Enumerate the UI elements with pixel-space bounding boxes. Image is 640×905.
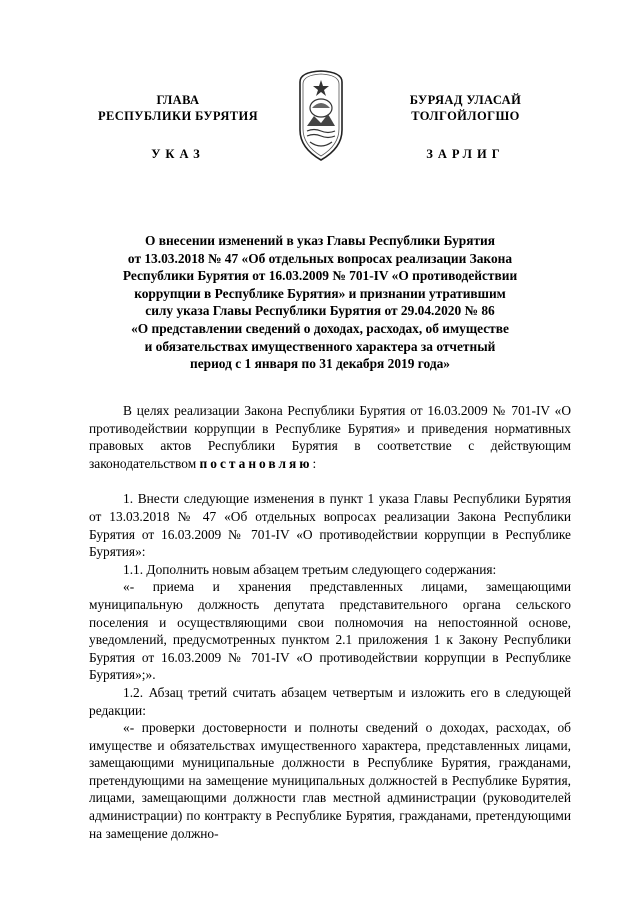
title-line: период с 1 января по 31 декабря 2019 года» (189, 356, 451, 372)
document-type-buryat: ЗАРЛИГ (426, 147, 505, 161)
issuer-title-buryat-line1: БУРЯАД УЛАСАЙ (409, 93, 522, 107)
preamble-text: В целях реализации Закона Республики Бурятия от 16.03.2009 № 701-IV «О противодействии коррупции в Республике Бурятия» и приведения нормативных правовых актов Республики Бурятия в соответствие с действующим законодательством (89, 403, 571, 471)
issuer-title-line1: ГЛАВА (156, 93, 200, 107)
issuer-title-line2: РЕСПУБЛИКИ БУРЯТИЯ (97, 109, 259, 123)
issuer-block-buryat (368, 92, 563, 162)
title-line: коррупции в Республике Бурятия» и признании утратившим (134, 285, 506, 301)
decree-body (89, 402, 571, 842)
title-line: «О представлении сведений о доходах, расходах, об имуществе (131, 320, 509, 336)
title-line: силу указа Главы Республики Бурятия от 29.04.2020 № 86 (145, 303, 495, 319)
decree-word: постановляю (199, 455, 313, 471)
document-type-russian: УКАЗ (151, 147, 205, 161)
coat-of-arms-icon (292, 68, 350, 168)
clause-1: 1. Внести следующие изменения в пункт 1 указа Главы Республики Бурятия от 13.03.2018 № 47 «Об отдельных вопросах реализации Закона Республики Бурятия от 16.03.2009 № 701-IV «О противодействии коррупции в Республике Бурятия»: (89, 491, 571, 560)
issuer-title-buryat-line2: ТОЛГОЙЛОГШО (411, 109, 520, 123)
clause-1-2-text: «- проверки достоверности и полноты сведений о доходах, расходах, об имуществе и обязательствах имущественного характера, представленных лицами, замещающими муниципальные должности в Республике Бурятия, гражданами, претендующими на замещение муниципальных должностей в Республике Бурятия, лицами, замещающими должности глав местной администрации (руководителей администрации) по контракту в Республике Бурятия, гражданами, претендующими на замещение должно- (89, 720, 571, 841)
title-line: и обязательствах имущественного характера за отчетный (144, 338, 496, 354)
clause-1-2: 1.2. Абзац третий считать абзацем четвертым и изложить его в следующей редакции: (89, 684, 571, 718)
issuer-block-russian (78, 92, 278, 162)
clause-1-1-text: «- приема и хранения представленных лицами, замещающими муниципальную должность депутата представительного органа сельского поселения и осуществляющими свои полномочия на непостоянной основе, уведомлений, предусмотренных пунктом 2.1 приложения 1 к Закону Республики Бурятия от 16.03.2009 № 701-IV «О противодействии коррупции в Республике Бурятия»;». (89, 579, 571, 683)
preamble-paragraph (89, 402, 571, 472)
clause-1-1: 1.1. Дополнить новым абзацем третьим следующего содержания: (123, 561, 497, 577)
title-line: О внесении изменений в указ Главы Республики Бурятия (144, 233, 496, 248)
decree-title (80, 232, 560, 373)
title-line: Республики Бурятия от 16.03.2009 № 701-IV «О противодействии (122, 268, 518, 284)
decree-colon: : (312, 455, 317, 471)
title-line: от 13.03.2018 № 47 «Об отдельных вопросах реализации Закона (127, 250, 513, 266)
